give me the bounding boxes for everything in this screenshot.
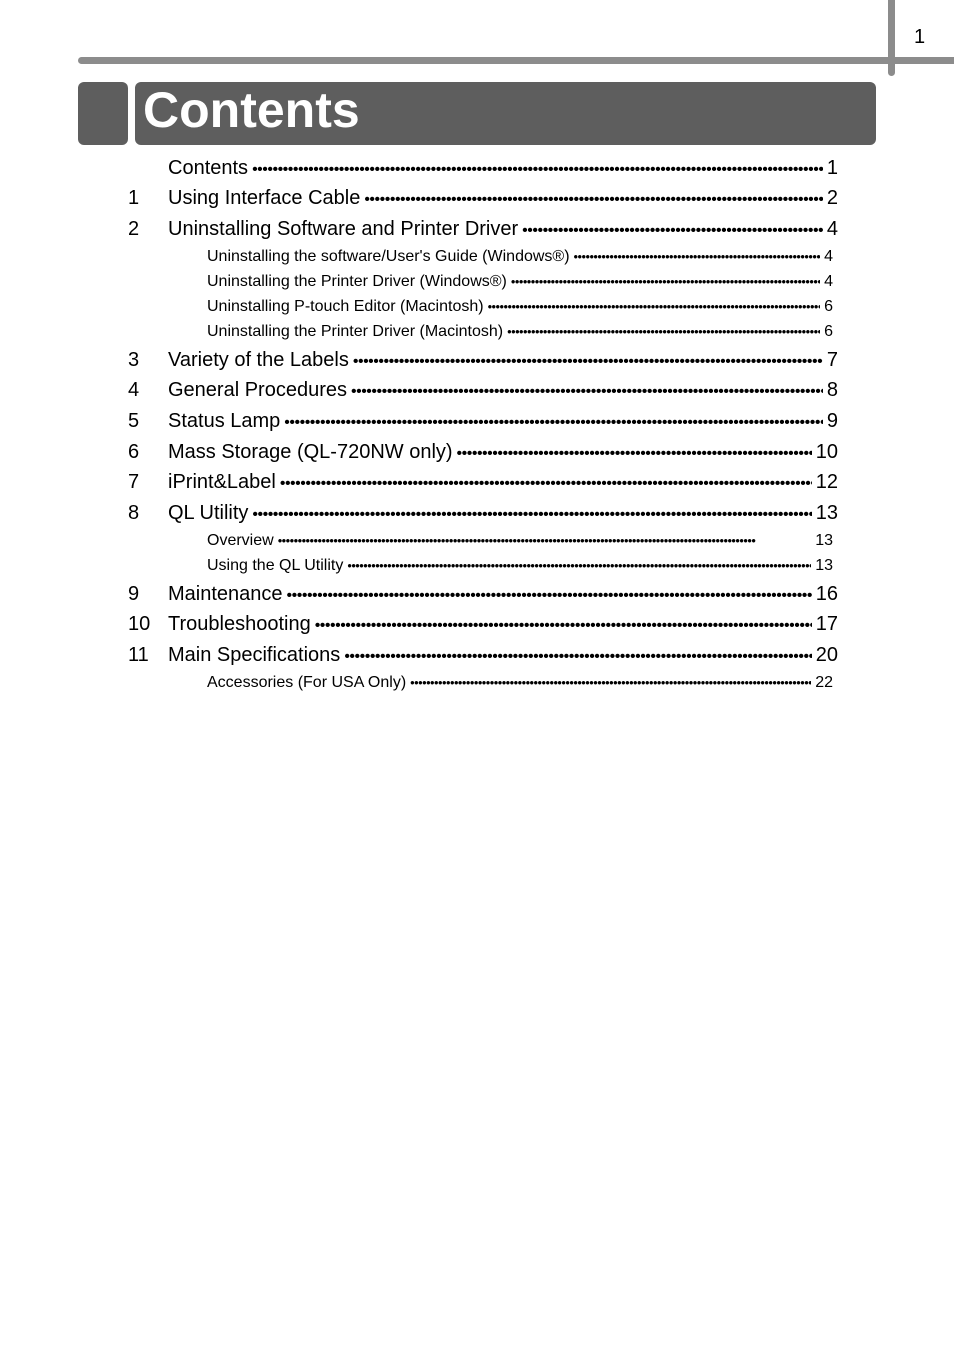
toc-entry-label: Contents bbox=[168, 157, 249, 179]
toc-entry-label: Status Lamp bbox=[168, 410, 281, 432]
toc-subentry-page: 4 bbox=[824, 248, 833, 265]
toc-leader-dots bbox=[507, 324, 820, 339]
toc-entry[interactable] bbox=[128, 218, 838, 241]
toc-entry-label: Uninstalling Software and Printer Driver bbox=[168, 218, 519, 240]
toc-subentry[interactable] bbox=[207, 323, 833, 341]
toc-entry[interactable] bbox=[128, 379, 838, 402]
header-rule bbox=[78, 57, 954, 64]
toc-subentry[interactable] bbox=[207, 273, 833, 291]
toc-leader-dots bbox=[252, 506, 811, 524]
toc-leader-dots bbox=[252, 161, 823, 179]
toc-leader-dots bbox=[410, 675, 811, 690]
toc-entry-page: 10 bbox=[815, 441, 838, 463]
toc-subentry-page: 13 bbox=[815, 557, 833, 574]
toc-entry-label: Variety of the Labels bbox=[168, 349, 349, 371]
toc-entry-label: Mass Storage (QL-720NW only) bbox=[168, 441, 453, 463]
toc-subentry-page: 4 bbox=[824, 273, 833, 290]
toc-leader-dots bbox=[344, 648, 811, 666]
toc-subentry[interactable] bbox=[207, 674, 833, 692]
toc-entry-page: 2 bbox=[826, 187, 838, 209]
toc-entry-label: Maintenance bbox=[168, 583, 283, 605]
toc-entry-page: 4 bbox=[826, 218, 838, 240]
toc-subentry-label: Uninstalling P-touch Editor (Macintosh) bbox=[207, 298, 484, 315]
toc-entry[interactable] bbox=[128, 349, 838, 372]
toc-entry-label: QL Utility bbox=[168, 502, 249, 524]
toc-leader-dots bbox=[278, 533, 812, 548]
toc-subentry-label: Accessories (For USA Only) bbox=[207, 674, 407, 691]
toc-entry-page: 16 bbox=[815, 583, 838, 605]
page-number: 1 bbox=[914, 26, 926, 48]
toc-entry-number: 10 bbox=[128, 613, 151, 635]
toc-subentry-page: 22 bbox=[815, 674, 833, 691]
toc-subentry-label: Uninstalling the Printer Driver (Macintosh) bbox=[207, 323, 504, 340]
toc-subentry-page: 13 bbox=[815, 532, 833, 549]
toc-entry-page: 1 bbox=[826, 157, 838, 179]
toc-entry-number: 1 bbox=[128, 187, 140, 209]
toc-entry-number: 11 bbox=[128, 644, 149, 666]
toc-subentry[interactable] bbox=[207, 532, 833, 550]
toc-entry[interactable] bbox=[128, 187, 838, 210]
toc-entry-number: 6 bbox=[128, 441, 140, 463]
toc-subentry[interactable] bbox=[207, 248, 833, 266]
toc-leader-dots bbox=[511, 274, 820, 289]
page-title: Contents bbox=[143, 82, 360, 138]
toc-entry[interactable] bbox=[128, 644, 838, 667]
toc-entry-page: 20 bbox=[815, 644, 838, 666]
toc-entry-number: 4 bbox=[128, 379, 140, 401]
toc-entry-label: Using Interface Cable bbox=[168, 187, 361, 209]
toc-entry-label: Main Specifications bbox=[168, 644, 341, 666]
toc-leader-dots bbox=[457, 445, 812, 463]
toc-entry-label: Troubleshooting bbox=[168, 613, 311, 635]
toc-leader-dots bbox=[351, 383, 823, 401]
toc-entry-page: 13 bbox=[815, 502, 838, 524]
header-vertical-rule bbox=[888, 0, 895, 76]
toc-entry-page: 12 bbox=[815, 471, 838, 493]
toc-leader-dots bbox=[353, 353, 823, 371]
toc-leader-dots bbox=[315, 617, 812, 635]
toc-entry-number: 9 bbox=[128, 583, 140, 605]
toc-subentry-page: 6 bbox=[824, 298, 833, 315]
toc-entry[interactable] bbox=[128, 583, 838, 606]
toc-subentry-label: Using the QL Utility bbox=[207, 557, 344, 574]
toc-subentry-label: Uninstalling the Printer Driver (Windows®) bbox=[207, 273, 507, 290]
toc-subentry-label: Uninstalling the software/User's Guide (Windows®) bbox=[207, 248, 570, 265]
toc-leader-dots bbox=[574, 249, 821, 264]
toc-entry-number: 8 bbox=[128, 502, 140, 524]
toc-entry-label: iPrint&Label bbox=[168, 471, 276, 493]
toc-subentry-label: Overview bbox=[207, 532, 274, 549]
toc-subentry[interactable] bbox=[207, 298, 833, 316]
toc-entry-number: 7 bbox=[128, 471, 140, 493]
toc-entry[interactable] bbox=[128, 471, 838, 494]
toc-entry-page: 9 bbox=[826, 410, 838, 432]
toc-leader-dots bbox=[522, 222, 823, 240]
toc-leader-dots bbox=[284, 414, 823, 432]
toc-entry-number: 3 bbox=[128, 349, 140, 371]
toc-leader-dots bbox=[364, 191, 823, 209]
toc-subentry[interactable] bbox=[207, 557, 833, 575]
toc-entry-number: 5 bbox=[128, 410, 140, 432]
toc-leader-dots bbox=[280, 475, 812, 493]
toc-subentry-page: 6 bbox=[824, 323, 833, 340]
toc-entry-page: 17 bbox=[815, 613, 838, 635]
toc-entry-label: General Procedures bbox=[168, 379, 347, 401]
toc-entry[interactable] bbox=[128, 441, 838, 464]
toc-entry[interactable] bbox=[128, 410, 838, 433]
toc-leader-dots bbox=[287, 587, 812, 605]
toc-leader-dots bbox=[347, 558, 811, 573]
title-banner bbox=[135, 82, 876, 145]
toc-entry[interactable] bbox=[128, 502, 838, 525]
toc-entry[interactable] bbox=[128, 613, 838, 636]
title-tab-block bbox=[78, 82, 128, 145]
toc-entry[interactable] bbox=[128, 157, 838, 180]
toc-entry-page: 7 bbox=[826, 349, 838, 371]
toc-leader-dots bbox=[488, 299, 821, 314]
toc-entry-number: 2 bbox=[128, 218, 140, 240]
toc-entry-page: 8 bbox=[826, 379, 838, 401]
